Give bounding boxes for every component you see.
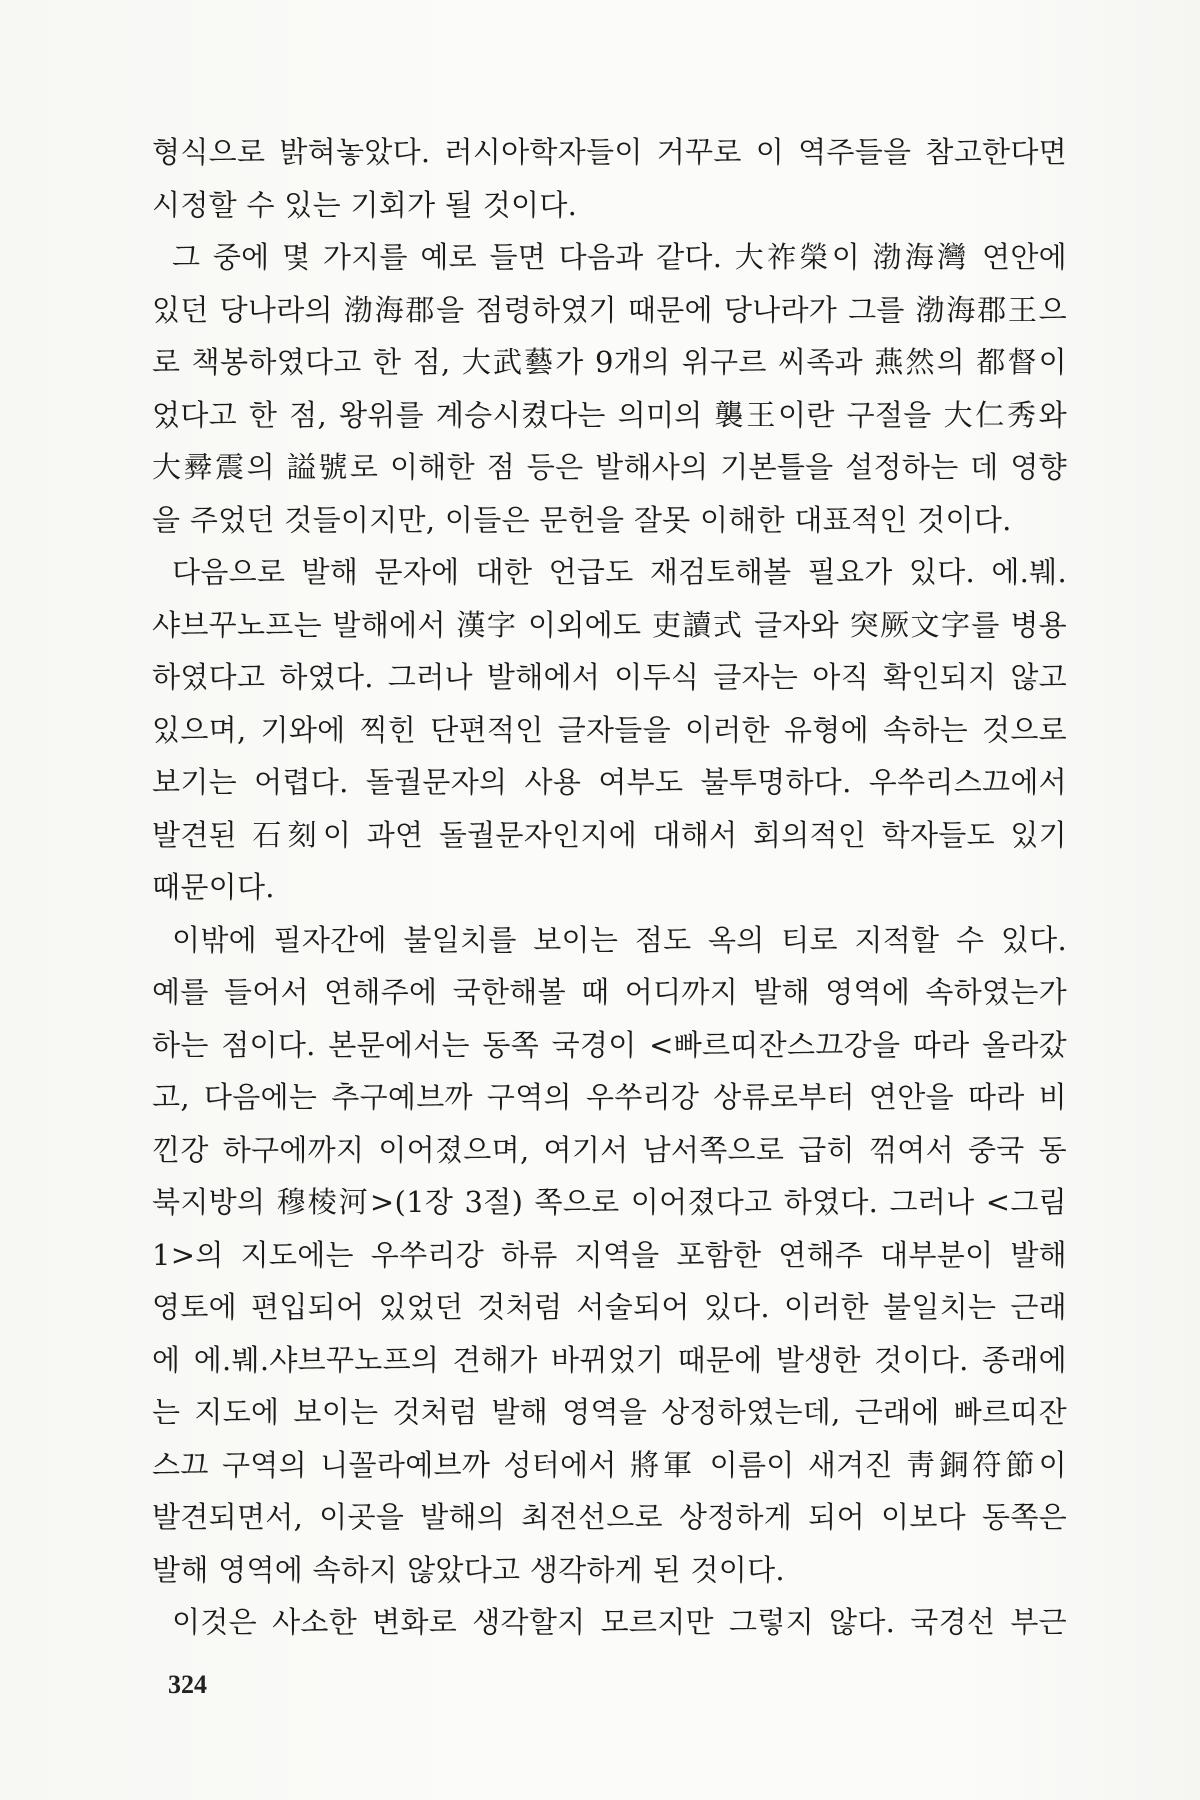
text-line: 형식으로 밝혀놓았다. 러시아학자들이 거꾸로 이 역주들을 참고한다면 bbox=[152, 135, 1067, 169]
text-line: 시정할 수 있는 기회가 될 것이다. bbox=[152, 187, 578, 222]
text-line: 낀강 하구에까지 이어졌으며, 여기서 남서쪽으로 급히 꺾여서 중국 동 bbox=[152, 1132, 1067, 1167]
text-line: 샤브꾸노프는 발해에서 漢字 이외에도 吏讀式 글자와 突厥文字를 병용 bbox=[152, 607, 1067, 642]
text-line: 는 지도에 보이는 것처럼 발해 영역을 상정하였는데, 근래에 빠르띠잔 bbox=[152, 1395, 1067, 1429]
text-line: 때문이다. bbox=[152, 870, 275, 904]
text-line: 북지방의 穆棱河>(1장 3절) 쪽으로 이어졌다고 하였다. 그러나 <그림 bbox=[152, 1185, 1067, 1219]
text-line: 발견된 石刻이 과연 돌궐문자인지에 대해서 회의적인 학자들도 있기 bbox=[152, 817, 1067, 852]
text-line: 그 중에 몇 가지를 예로 들면 다음과 같다. 大祚榮이 渤海灣 연안에 bbox=[172, 240, 1067, 274]
text-line: 고, 다음에는 추구예브까 구역의 우쑤리강 상류로부터 연안을 따라 비 bbox=[152, 1080, 1067, 1114]
text-line: 스끄 구역의 니꼴라예브까 성터에서 將軍 이름이 새겨진 靑銅符節이 bbox=[152, 1447, 1067, 1482]
text-line: 로 책봉하였다고 한 점, 大武藝가 9개의 위구르 씨족과 燕然의 都督이 bbox=[152, 345, 1067, 379]
text-line: 예를 들어서 연해주에 국한해볼 때 어디까지 발해 영역에 속하였는가 bbox=[152, 975, 1067, 1009]
text-line: 하였다고 하였다. 그러나 발해에서 이두식 글자는 아직 확인되지 않고 bbox=[152, 660, 1067, 694]
body-text bbox=[152, 126, 1067, 1649]
text-line: 발해 영역에 속하지 않았다고 생각하게 된 것이다. bbox=[152, 1552, 785, 1587]
text-line: 하는 점이다. 본문에서는 동쪽 국경이 <빠르띠잔스끄강을 따라 올라갔 bbox=[152, 1027, 1067, 1062]
text-line: 을 주었던 것들이지만, 이들은 문헌을 잘못 이해한 대표적인 것이다. bbox=[152, 502, 1012, 537]
page-number: 324 bbox=[168, 1670, 207, 1699]
text-line: 있으며, 기와에 찍힌 단편적인 글자들을 이러한 유형에 속하는 것으로 bbox=[152, 712, 1067, 747]
text-line: 보기는 어렵다. 돌궐문자의 사용 여부도 불투명하다. 우쑤리스끄에서 bbox=[152, 765, 1067, 799]
text-line: 이것은 사소한 변화로 생각할지 모르지만 그렇지 않다. 국경선 부근 bbox=[172, 1605, 1067, 1639]
text-line: 1>의 지도에는 우쑤리강 하류 지역을 포함한 연해주 대부분이 발해 bbox=[152, 1237, 1067, 1272]
text-line: 大彛震의 謚號로 이해한 점 등은 발해사의 기본틀을 설정하는 데 영향 bbox=[152, 450, 1067, 484]
text-line: 있던 당나라의 渤海郡을 점령하였기 때문에 당나라가 그를 渤海郡王으 bbox=[152, 292, 1067, 327]
text-line: 발견되면서, 이곳을 발해의 최전선으로 상정하게 되어 이보다 동쪽은 bbox=[152, 1500, 1067, 1534]
text-line: 영토에 편입되어 있었던 것처럼 서술되어 있다. 이러한 불일치는 근래 bbox=[152, 1290, 1067, 1324]
text-line: 다음으로 발해 문자에 대한 언급도 재검토해볼 필요가 있다. 에.붸. bbox=[172, 555, 1067, 589]
text-line: 이밖에 필자간에 불일치를 보이는 점도 옥의 티로 지적할 수 있다. bbox=[172, 922, 1067, 957]
text-line: 에 에.붸.샤브꾸노프의 견해가 바뀌었기 때문에 발생한 것이다. 종래에 bbox=[152, 1342, 1067, 1377]
text-line: 었다고 한 점, 왕위를 계승시켰다는 의미의 襲王이란 구절을 大仁秀와 bbox=[152, 397, 1067, 432]
